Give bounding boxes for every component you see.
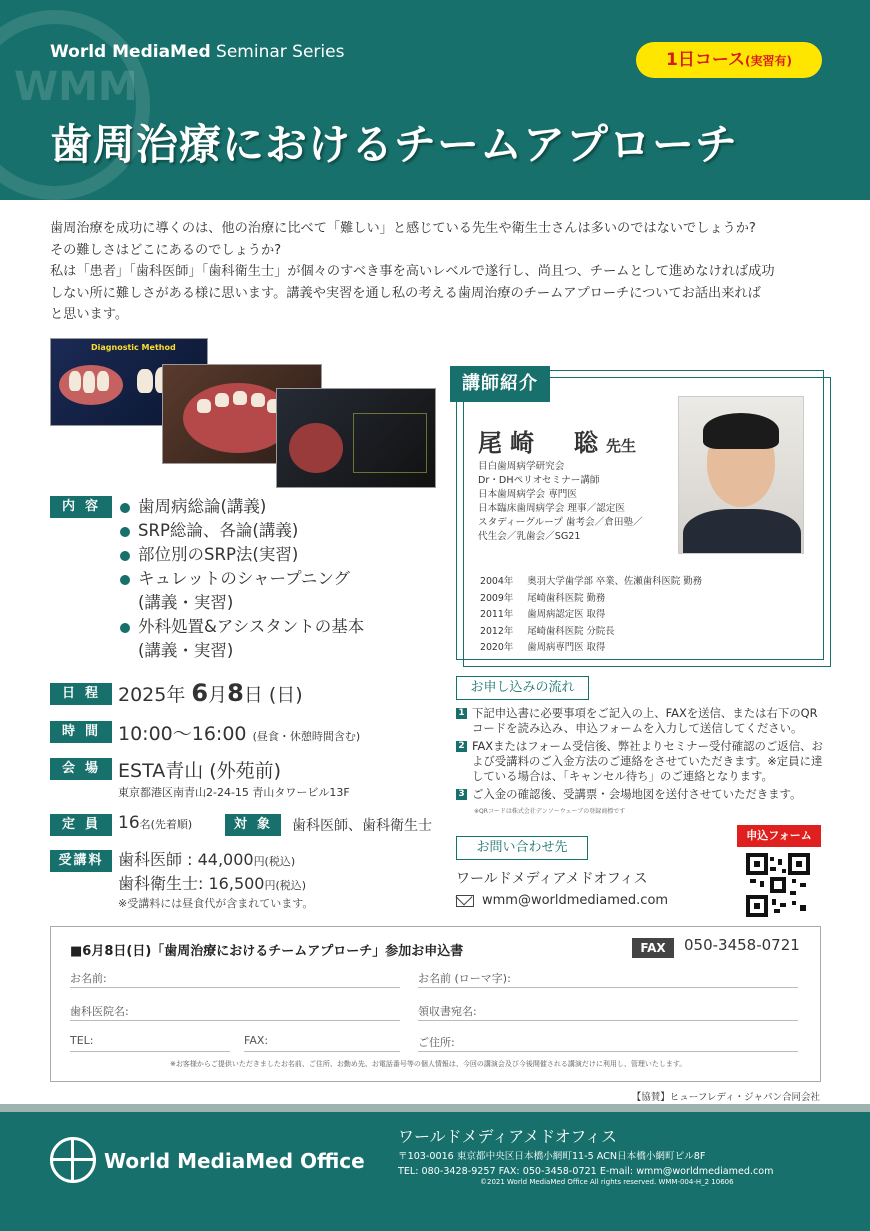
intro-text [50,218,830,326]
affiliation-item: スタディーグループ 歯考会／倉田塾／ [478,517,643,528]
series-rest: Seminar Series [210,42,345,62]
content-item [118,495,364,519]
content-list [118,495,364,663]
footer-contact-line: TEL: 080-3428-9257 FAX: 050-3458-0721 E-mail: wmm@worldmediamed.com [398,1166,774,1177]
gum-image [289,423,343,473]
career-year: 2004年 [480,576,514,587]
portrait-hair [703,413,779,449]
sponsor-text: 【協賛】ヒューフレディ・ジャパン合同会社 [631,1092,820,1103]
footer-address [398,1149,774,1179]
intro-line: と思います。 [50,307,129,322]
target-label: 対象 [225,814,281,836]
slide-photo-curette [276,388,436,488]
content-item-subtext: (講義・実習) [138,593,234,612]
seminar-title: 歯周治療におけるチームアプローチ [50,120,739,169]
lecturer-photo [678,396,804,554]
date-month: 6 [191,679,209,707]
career-text: 歯周病専門医 取得 [527,642,606,653]
series-name [50,42,344,62]
contact-email-text[interactable]: wmm@worldmediamed.com [482,893,669,908]
capacity-note: 名(先着順) [139,818,193,831]
fee-dentist-unit: 円(税込) [253,855,296,868]
intro-line: その難しさはどこにあるのでしょうか? [50,242,282,258]
course-badge-main: 1日コース [666,50,745,70]
content-item-subtext: (講義・実習) [138,641,234,660]
date-month-unit: 月 [208,684,228,706]
date-weekday: (日) [268,684,303,706]
fee-label: 受講料 [50,850,112,872]
step-number: 1 [456,708,467,719]
globe-logo-icon [50,1137,96,1183]
footer-brand: World MediaMed Office [104,1149,365,1173]
career-text: 歯周病認定医 取得 [527,609,606,620]
qr-code-graphic [746,853,810,917]
slide-textbox [353,413,427,473]
portrait-body [683,509,801,554]
content-item [118,543,364,567]
intro-line: 歯周治療を成功に導くのは、他の治療に比べて「難しい」と感じている先生や衛生士さんは多いのではないでしょうか? [50,221,756,236]
flow-step [456,706,826,736]
fee-hygienist-unit: 円(税込) [264,879,307,892]
fee-hygienist-value: 16,500 [208,874,265,893]
career-year: 2020年 [480,642,514,653]
clinic-name-field[interactable]: 歯科医院名: [70,1003,400,1021]
lecturer-name-text: 尾崎 聡 [478,429,606,457]
step-text: 下記申込書に必要事項をご記入の上、FAXを送信、または右下のQRコードを読み込み、申込フォームを入力して送信してください。 [472,706,818,735]
career-row [480,608,714,623]
slide-label: Diagnostic Method [91,343,176,352]
step-text: ご入金の確認後、受講票・会場地図を送付させていただきます。 [472,787,802,801]
application-flow-list [456,706,826,805]
tooth-image [251,393,265,407]
career-text: 奥羽大学歯学部 卒業、佐瀬歯科医院 勤務 [527,576,702,587]
tooth-image [83,371,95,393]
content-item-text: SRP総論、各論(講義) [138,521,299,540]
date-year: 2025年 [118,684,192,706]
career-row [480,625,714,640]
footer-copyright: ©2021 World MediaMed Office All rights reserved. WMM-004-H_2 10606 [480,1178,734,1186]
content-item-text: キュレットのシャープニング [138,569,351,588]
privacy-note: ※お客様からご提供いただきましたお名前、ご住所、お勤め先、お電話番号等の個人情報は、今回の講演会及び今後開催される講演だけに利用し、管理いたします。 [170,1060,687,1068]
career-year: 2011年 [480,609,514,620]
intro-line: しない所に難しさがある様に思います。講義や実習を通し私の考える歯周治療のチームアプローチについてお話出来れば [50,285,761,301]
venue-address: 東京都港区南青山2-24-15 青山タワービル13F [118,786,350,799]
tooth-image [233,391,247,405]
footer-address-line: 〒103-0016 東京都中央区日本橋小網町11-5 ACN日本橋小網町ビル8F [398,1151,706,1162]
contact-tag: お問い合わせ先 [456,836,588,860]
fax-number: 050-3458-0721 [684,936,800,954]
tooth-image [69,371,81,391]
fee-dentist [118,849,306,873]
apply-form-label: 申込フォーム [737,825,821,847]
qr-code-icon[interactable] [746,853,810,917]
course-badge-sub: (実習有) [745,54,792,68]
lecturer-tag: 講師紹介 [450,366,550,402]
venue-value: ESTA青山 (外苑前) [118,760,282,782]
affiliation-item: 日本歯周病学会 専門医 [478,489,577,500]
fee-hygienist [118,873,306,897]
time-value [118,719,360,746]
content-label: 内容 [50,496,112,518]
step-number: 2 [456,741,467,752]
footer-office-name: ワールドメディアメドオフィス [398,1127,618,1146]
venue-label: 会場 [50,758,112,780]
fee-hygienist-label: 歯科衛生士: [118,874,204,893]
tooth-image [137,369,153,393]
fee-dentist-value: 44,000 [197,850,254,869]
receipt-name-field[interactable]: 領収書宛名: [418,1003,798,1021]
date-day-unit: 日 [243,684,263,706]
lecturer-honorific: 先生 [606,437,637,455]
content-item-text: 外科処置&アシスタントの基本 [138,617,365,636]
course-badge [636,42,822,78]
watermark-logo-text: WMM [14,64,138,110]
time-range: 10:00〜16:00 [118,723,247,745]
lecturer-affiliations [478,460,643,544]
name-field[interactable]: お名前: [70,970,400,988]
flow-step [456,739,826,784]
time-note: (昼食・休憩時間含む) [252,730,361,743]
step-text: FAXまたはフォーム受信後、弊社よりセミナー受付確認のご返信、および受講料のご入金方法のご連絡をさせていただきます。※定員に達している場合は、「キャンセル待ち」のご連絡となります。 [472,739,823,783]
content-item [118,567,364,615]
career-row [480,641,714,656]
address-field[interactable]: ご住所: [418,1034,798,1052]
flow-step [456,787,826,802]
qr-trademark-note: ※QRコードは株式会社デンソーウェーブの登録商標です [474,808,626,815]
fee-dentist-label: 歯科医師 : [118,850,193,869]
fax-field[interactable]: FAX: [244,1034,400,1052]
affiliation-item: Dr・DHペリオセミナー講師 [478,475,600,486]
tooth-image [215,393,229,407]
fax-badge: FAX [632,938,674,958]
slide-photos [50,338,440,488]
lecturer-career [478,573,716,658]
affiliation-item: 代生会／乳歯会／SG21 [478,531,581,542]
mail-icon [456,895,474,907]
series-brand: World MediaMed [50,42,211,62]
tooth-image [197,399,211,413]
content-item [118,519,364,543]
career-row [480,592,714,607]
capacity-label: 定員 [50,814,112,836]
content-item [118,615,364,663]
date-day: 8 [227,679,244,707]
date-label: 日程 [50,683,112,705]
date-value [118,679,303,707]
contact-office-name: ワールドメディアメドオフィス [456,871,648,887]
time-label: 時間 [50,721,112,743]
intro-line: 私は「患者」「歯科医師」「歯科衛生士」が個々のすべき事を高いレベルで遂行し、尚且つ、チームとして進めなければ成功 [50,264,775,279]
career-year: 2009年 [480,592,514,604]
form-title: ■6月8日(日)「歯周治療におけるチームアプローチ」参加お申込書 [70,944,464,959]
application-flow-tag: お申し込みの流れ [456,676,589,700]
contact-email[interactable] [456,893,668,908]
content-item-text: 部位別のSRP法(実習) [138,545,299,564]
affiliation-item: 目白歯周病学研究会 [478,461,565,472]
tooth-image [97,371,109,391]
romaji-name-field[interactable]: お名前 (ローマ字): [418,970,798,988]
target-value: 歯科医師、歯科衛生士 [292,818,432,834]
tel-field[interactable]: TEL: [70,1034,230,1052]
footer-divider [0,1104,870,1112]
fee-lines [118,849,306,897]
career-text: 尾崎歯科医院 勤務 [527,592,606,604]
content-item-text: 歯周病総論(講義) [138,497,267,516]
capacity-value [118,813,192,833]
affiliation-item: 日本臨床歯周病学会 理事／認定医 [478,503,625,514]
fee-note: ※受講料には昼食代が含まれています。 [118,897,314,910]
career-year: 2012年 [480,625,514,637]
capacity-number: 16 [118,813,140,833]
career-row [480,575,714,590]
lecturer-name [478,423,636,458]
step-number: 3 [456,789,467,800]
career-text: 尾崎歯科医院 分院長 [527,625,615,637]
